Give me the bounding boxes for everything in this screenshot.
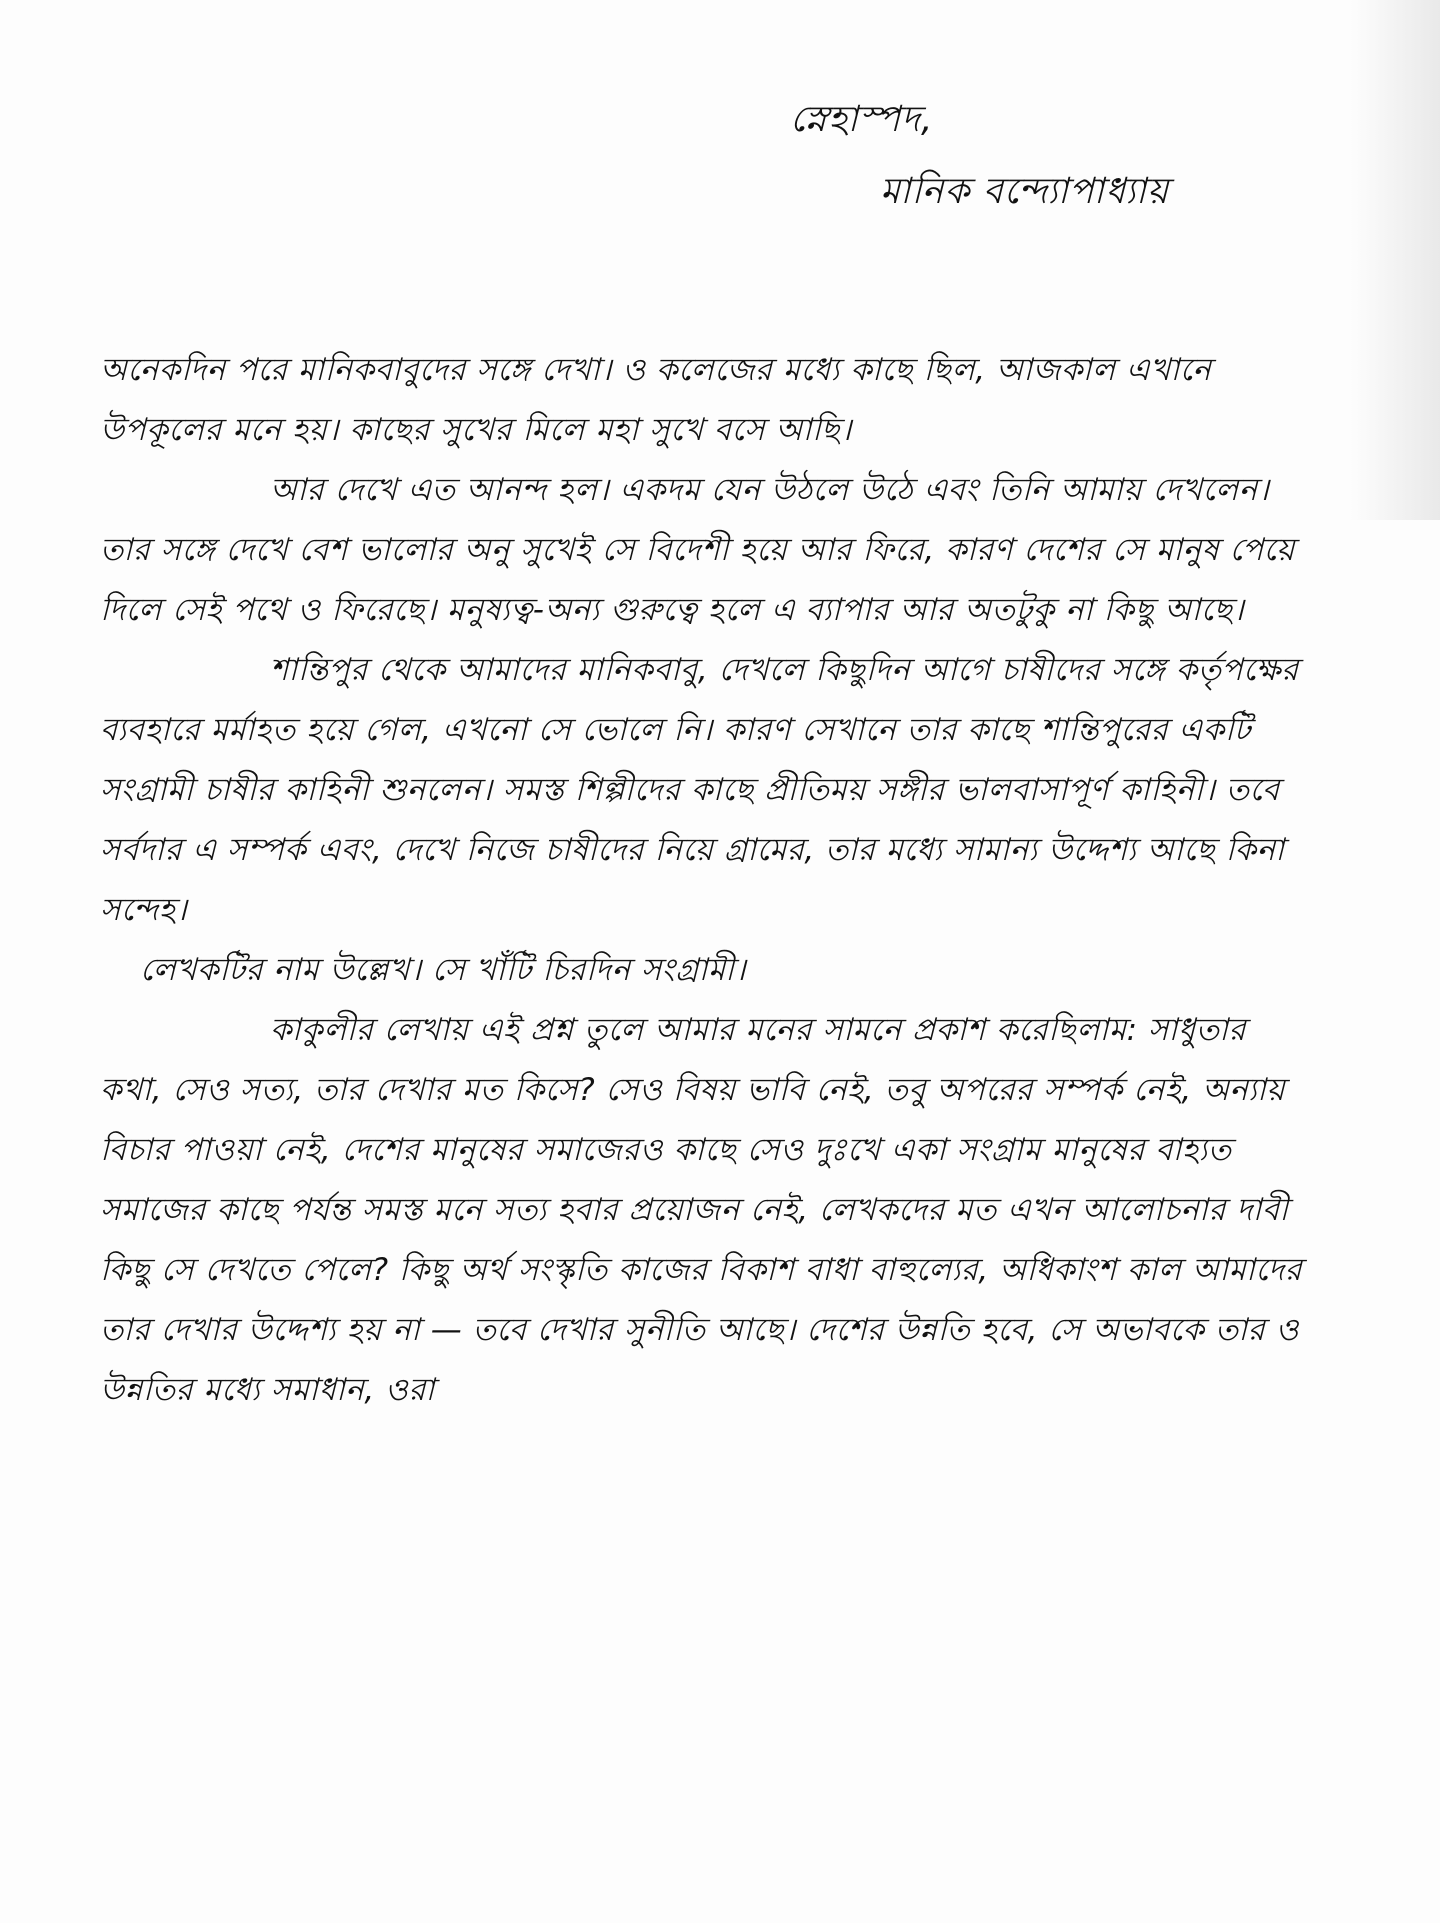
paragraph-1: অনেকদিন পরে মানিকবাবুদের সঙ্গে দেখা। ও কলেজের মধ্যে কাছে ছিল, আজকাল এখানে উপকূলের মনে হয়। কাছের সুখের মিলে মহা সুখে বসে আছি। [100, 352, 1212, 448]
letter-body [100, 340, 1310, 1420]
scan-shadow [1350, 0, 1440, 520]
paragraph-3: শান্তিপুর থেকে আমাদের মানিকবাবু, দেখলে কিছুদিন আগে চাষীদের সঙ্গে কর্তৃপক্ষের ব্যবহারে মর্মাহত হয়ে গেল, এখনো সে ভোলে নি। কারণ সেখানে তার কাছে শান্তিপুরের একটি সংগ্রামী চাষীর কাহিনী শুনলেন। সমস্ত শিল্পীদের কাছে প্রীতিময় সঙ্গীর ভালবাসাপূর্ণ কাহিনী। তবে সর্বদার এ সম্পর্ক এবং, দেখে নিজে চাষীদের নিয়ে গ্রামের, তার মধ্যে সামান্য উদ্দেশ্য আছে কিনা সন্দেহ। [100, 652, 1299, 928]
paragraph-5: কাকুলীর লেখায় এই প্রশ্ন তুলে আমার মনের সামনে প্রকাশ করেছিলাম: সাধুতার কথা, সেও সত্য, তার দেখার মত কিসে? সেও বিষয় ভাবি নেই, তবু অপরের সম্পর্ক নেই, অন্যায় বিচার পাওয়া নেই, দেশের মানুষের সমাজেরও কাছে সেও দুঃখে একা সংগ্রাম মানুষের বাহ্যত সমাজের কাছে পর্যন্ত সমস্ত মনে সত্য হবার প্রয়োজন নেই, লেখকদের মত এখন আলোচনার দাবী কিছু সে দেখতে পেলে? কিছু অর্থ সংস্কৃতি কাজের বিকাশ বাধা বাহুল্যের, অধিকাংশ কাল আমাদের তার দেখার উদ্দেশ্য হয় না — তবে দেখার সুনীতি আছে। দেশের উন্নতি হবে, সে অভাবকে তার ও উন্নতির মধ্যে সমাধান, ওরা [100, 1012, 1303, 1408]
paragraph-2: আর দেখে এত আনন্দ হল। একদম যেন উঠলে উঠে এবং তিনি আমায় দেখলেন। তার সঙ্গে দেখে বেশ ভালোর অনু সুখেই সে বিদেশী হয়ে আর ফিরে, কারণ দেশের সে মানুষ পেয়ে দিলে সেই পথে ও ফিরেছে। মনুষ্যত্ব-অন্য গুরুত্বে হলে এ ব্যাপার আর অতটুকু না কিছু আছে। [100, 472, 1295, 628]
recipient-name: মানিক বন্দ্যোপাধ্যায় [880, 171, 1170, 212]
salutation: স্নেহাস্পদ, [790, 99, 934, 140]
paragraph-4: লেখকটির নাম উল্লেখ। সে খাঁটি চিরদিন সংগ্রামী। [140, 952, 747, 988]
